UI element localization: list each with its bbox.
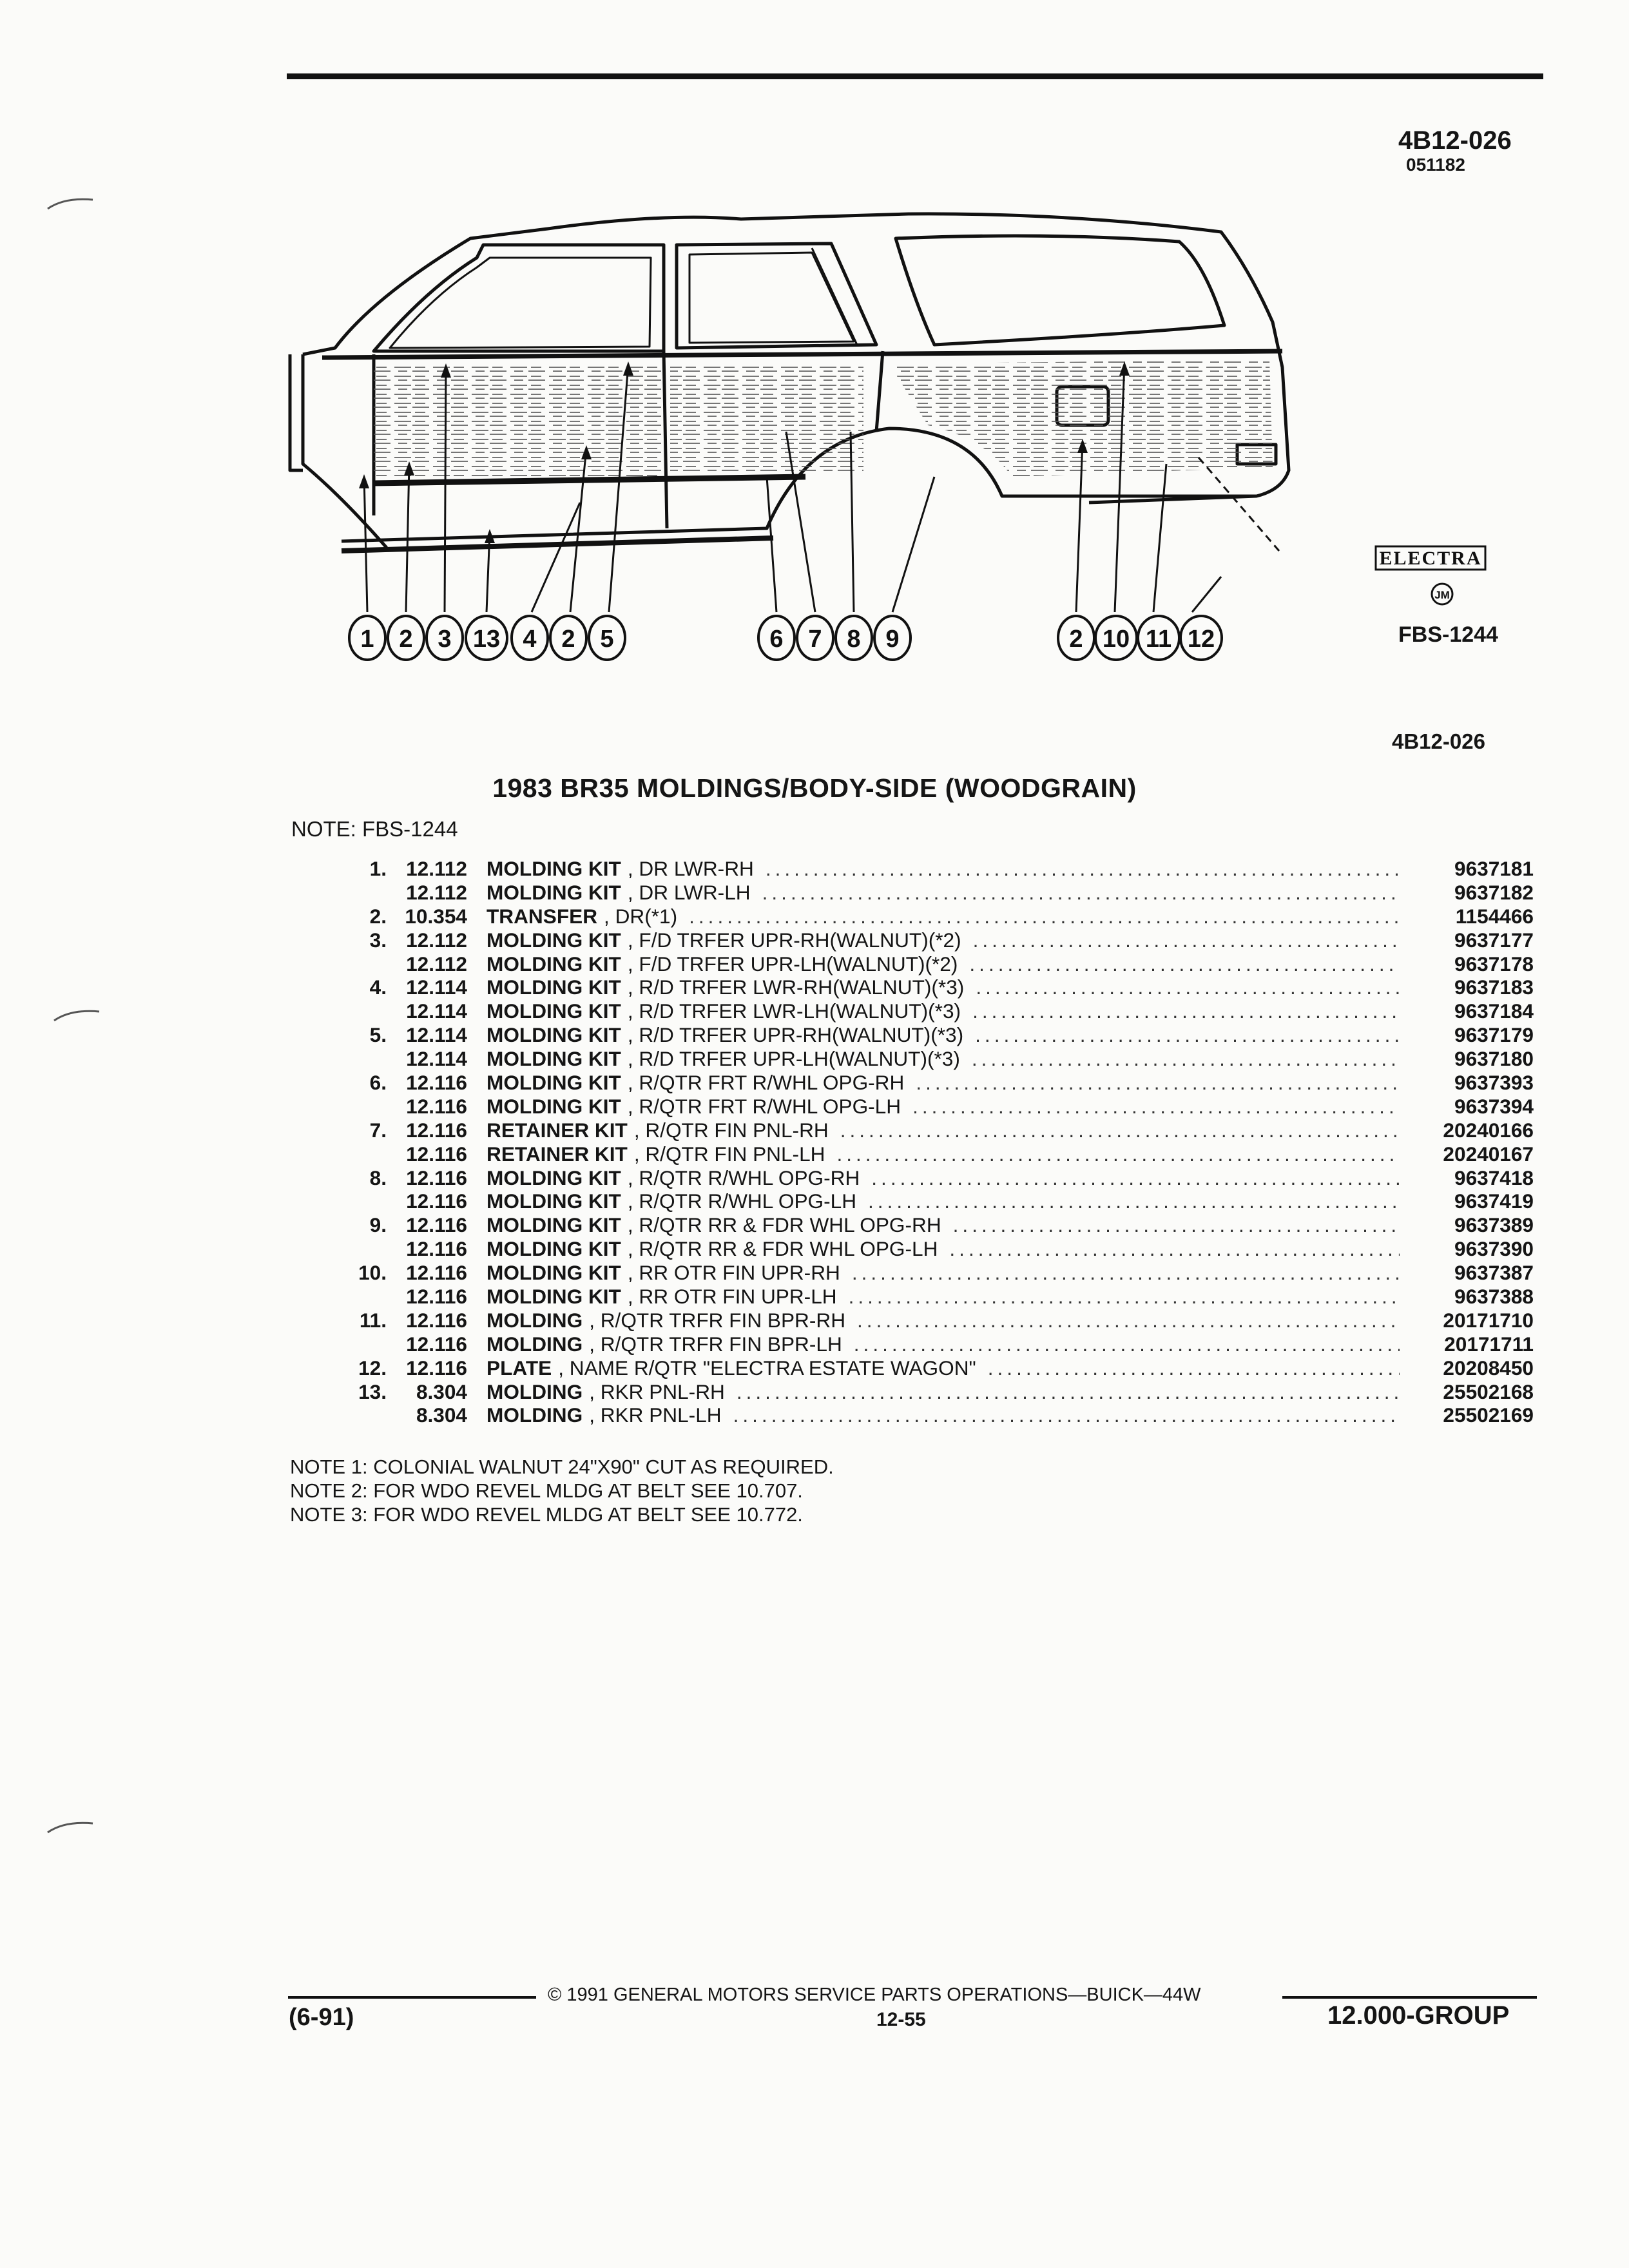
group-number: 12.116 — [406, 1142, 467, 1166]
callout-label: 7 — [808, 626, 822, 653]
note-line: NOTE 2: FOR WDO REVEL MLDG AT BELT SEE 10.707. — [290, 1479, 803, 1502]
part-description: , R/QTR R/WHL OPG-RH — [627, 1166, 860, 1189]
item-number: 13. — [358, 1379, 387, 1403]
part-row — [348, 1380, 1534, 1404]
part-number: 9637177 — [1454, 928, 1534, 952]
parts-list — [348, 857, 1534, 1427]
part-name: MOLDING KIT — [487, 1023, 621, 1047]
group-number: 12.116 — [406, 1285, 467, 1309]
dot-leader — [840, 1119, 1400, 1142]
part-name: RETAINER KIT — [487, 1142, 628, 1166]
dot-leader — [973, 928, 1400, 952]
part-row — [348, 1213, 1534, 1237]
part-row — [348, 1142, 1534, 1166]
part-name: RETAINER KIT — [487, 1118, 628, 1142]
part-row — [348, 857, 1534, 881]
part-name: MOLDING KIT — [487, 975, 621, 999]
part-description: , RR OTR FIN UPR-LH — [627, 1285, 837, 1309]
dot-leader — [762, 881, 1400, 905]
callout-label: 12 — [1187, 626, 1215, 653]
group-number: 10.354 — [405, 904, 467, 928]
part-description: , R/QTR TRFR FIN BPR-RH — [589, 1308, 846, 1332]
part-number: 20208450 — [1443, 1356, 1534, 1379]
part-row — [348, 1356, 1534, 1380]
item-number: 10. — [358, 1261, 387, 1285]
part-description: , R/D TRFER UPR-LH(WALNUT)(*3) — [627, 1047, 960, 1071]
footer-rule — [288, 1996, 536, 1999]
group-number: 12.114 — [406, 975, 467, 999]
part-number: 20240167 — [1443, 1142, 1534, 1166]
group-number: 8.304 — [416, 1403, 467, 1427]
section-code: 4B12-026 — [1392, 729, 1485, 753]
group-number: 12.116 — [406, 1308, 467, 1332]
part-row — [348, 999, 1534, 1023]
part-name: MOLDING KIT — [487, 952, 621, 975]
group-number: 12.112 — [406, 857, 467, 880]
part-description: , F/D TRFER UPR-RH(WALNUT)(*2) — [627, 928, 961, 952]
item-number: 9. — [369, 1213, 387, 1237]
top-rule — [287, 73, 1543, 79]
dot-leader — [988, 1356, 1400, 1380]
part-row — [348, 1047, 1534, 1071]
dot-leader — [737, 1380, 1400, 1404]
part-number: 9637419 — [1454, 1189, 1534, 1213]
dot-leader — [916, 1071, 1400, 1095]
copyright: © 1991 GENERAL MOTORS SERVICE PARTS OPERATIONS—BUICK—44W — [548, 1984, 1201, 2005]
part-name: MOLDING KIT — [487, 880, 621, 904]
part-row — [348, 1023, 1534, 1047]
part-row — [348, 1237, 1534, 1261]
figure-reference: FBS-1244 — [1398, 622, 1498, 647]
part-number: 9637180 — [1454, 1047, 1534, 1071]
callout-label: 2 — [399, 626, 413, 653]
dot-leader — [972, 1047, 1400, 1071]
part-number: 9637387 — [1454, 1261, 1534, 1285]
part-number: 20171711 — [1444, 1332, 1534, 1356]
callout-label: 5 — [600, 626, 614, 653]
dot-leader — [836, 1142, 1400, 1166]
part-description: , RKR PNL-LH — [589, 1403, 722, 1427]
dot-leader — [976, 975, 1400, 999]
part-number: 9637390 — [1454, 1237, 1534, 1261]
group-number: 12.112 — [406, 928, 467, 952]
group-number: 12.116 — [406, 1071, 467, 1095]
part-number: 9637388 — [1454, 1285, 1534, 1309]
group-number: 12.112 — [406, 880, 467, 904]
dot-leader — [912, 1095, 1400, 1119]
part-name: MOLDING KIT — [487, 1285, 621, 1309]
item-number: 11. — [359, 1308, 387, 1332]
part-description: , R/D TRFER UPR-RH(WALNUT)(*3) — [627, 1023, 964, 1047]
note-line: NOTE 1: COLONIAL WALNUT 24"X90" CUT AS REQUIRED. — [290, 1456, 834, 1478]
part-row — [348, 1261, 1534, 1285]
dot-leader — [852, 1261, 1400, 1285]
part-number: 9637393 — [1454, 1071, 1534, 1095]
part-row — [348, 975, 1534, 999]
part-number: 9637418 — [1454, 1166, 1534, 1189]
part-row — [348, 1309, 1534, 1332]
part-name: TRANSFER — [487, 904, 598, 928]
item-number: 3. — [369, 928, 387, 952]
part-description: , DR LWR-LH — [627, 880, 751, 904]
dot-leader — [972, 999, 1400, 1023]
part-description: , R/QTR FRT R/WHL OPG-LH — [627, 1094, 901, 1118]
revision-date: (6-91) — [289, 2004, 354, 2031]
wagon-illustration — [277, 193, 1527, 696]
part-number: 9637389 — [1454, 1213, 1534, 1237]
group-number: 12.116 — [406, 1356, 467, 1379]
item-number: 1. — [369, 857, 387, 880]
part-number: 9637179 — [1454, 1023, 1534, 1047]
group-number: 12.116 — [406, 1213, 467, 1237]
item-number: 7. — [369, 1118, 387, 1142]
page-number: 12-55 — [876, 2009, 926, 2030]
dot-leader — [689, 905, 1400, 928]
group-number: 12.116 — [406, 1094, 467, 1118]
badge-mark: JM — [1434, 589, 1450, 601]
callout-label: 3 — [438, 626, 452, 653]
part-number: 1154466 — [1455, 904, 1534, 928]
part-number: 9637182 — [1454, 880, 1534, 904]
part-name: MOLDING KIT — [487, 999, 621, 1023]
callout-label: 8 — [847, 626, 861, 653]
dot-leader — [953, 1213, 1400, 1237]
part-description: , DR(*1) — [604, 904, 678, 928]
notes-block — [290, 1455, 834, 1526]
part-name: MOLDING KIT — [487, 1071, 621, 1095]
item-number: 8. — [369, 1166, 387, 1189]
group-number: 12.116 — [406, 1237, 467, 1261]
part-number: 9637178 — [1454, 952, 1534, 975]
dot-leader — [871, 1166, 1400, 1190]
callout-label: 11 — [1145, 626, 1172, 653]
part-name: MOLDING KIT — [487, 1189, 621, 1213]
dot-leader — [849, 1285, 1400, 1309]
group-number: 12.116 — [406, 1261, 467, 1285]
callout-label: 2 — [1069, 626, 1083, 653]
part-name: MOLDING KIT — [487, 1237, 621, 1261]
part-description: , R/QTR FRT R/WHL OPG-RH — [627, 1071, 905, 1095]
item-number: 5. — [369, 1023, 387, 1047]
callout-label: 10 — [1102, 626, 1130, 653]
part-name: MOLDING KIT — [487, 1213, 621, 1237]
part-number: 25502169 — [1443, 1403, 1534, 1427]
group-label: 12.000-GROUP — [1327, 2001, 1510, 2030]
part-description: , R/QTR TRFR FIN BPR-LH — [589, 1332, 842, 1356]
part-name: MOLDING KIT — [487, 1047, 621, 1071]
part-row — [348, 1189, 1534, 1213]
dot-leader — [969, 952, 1400, 976]
callout-label: 13 — [472, 626, 501, 653]
part-name: MOLDING — [487, 1379, 583, 1403]
group-number: 12.116 — [406, 1166, 467, 1189]
part-row — [348, 1166, 1534, 1190]
group-number: 12.112 — [406, 952, 467, 975]
note-reference: NOTE: FBS-1244 — [291, 817, 458, 841]
group-number: 12.114 — [406, 1023, 467, 1047]
note-line: NOTE 3: FOR WDO REVEL MLDG AT BELT SEE 10.772. — [290, 1503, 803, 1526]
dot-leader — [733, 1403, 1400, 1427]
part-row — [348, 1119, 1534, 1142]
margin-mark — [52, 1005, 103, 1024]
item-number: 6. — [369, 1071, 387, 1095]
part-row — [348, 905, 1534, 928]
part-row — [348, 928, 1534, 952]
part-description: , F/D TRFER UPR-LH(WALNUT)(*2) — [627, 952, 958, 975]
part-name: MOLDING KIT — [487, 1094, 621, 1118]
part-description: , DR LWR-RH — [627, 857, 754, 880]
part-row — [348, 1403, 1534, 1427]
part-number: 9637181 — [1454, 857, 1534, 880]
margin-mark — [45, 193, 97, 213]
item-number: 4. — [369, 975, 387, 999]
part-name: MOLDING KIT — [487, 1166, 621, 1189]
part-description: , R/QTR R/WHL OPG-LH — [627, 1189, 857, 1213]
electra-badge: ELECTRA — [1379, 548, 1482, 569]
part-description: , R/QTR FIN PNL-RH — [633, 1118, 829, 1142]
margin-mark — [45, 1817, 97, 1836]
callout-label: 1 — [360, 626, 374, 653]
part-row — [348, 1285, 1534, 1309]
part-row — [348, 952, 1534, 976]
part-name: PLATE — [487, 1356, 552, 1379]
group-number: 12.116 — [406, 1189, 467, 1213]
part-row — [348, 1095, 1534, 1119]
section-title: 1983 BR35 MOLDINGS/BODY-SIDE (WOODGRAIN) — [492, 773, 1137, 803]
part-number: 25502168 — [1443, 1379, 1534, 1403]
part-name: MOLDING — [487, 1403, 583, 1427]
part-description: , R/QTR RR & FDR WHL OPG-RH — [627, 1213, 941, 1237]
callout-label: 2 — [561, 626, 575, 653]
group-number: 8.304 — [416, 1379, 467, 1403]
dot-leader — [857, 1309, 1400, 1332]
group-number: 12.114 — [406, 1047, 467, 1071]
part-number: 9637394 — [1454, 1094, 1534, 1118]
footer-rule — [1282, 1996, 1537, 1999]
item-number: 2. — [369, 904, 387, 928]
part-description: , NAME R/QTR "ELECTRA ESTATE WAGON" — [558, 1356, 976, 1379]
doc-subcode: 051182 — [1406, 155, 1465, 175]
part-description: , RR OTR FIN UPR-RH — [627, 1261, 840, 1285]
part-description: , R/D TRFER LWR-RH(WALNUT)(*3) — [627, 975, 965, 999]
callout-label: 4 — [523, 626, 537, 653]
part-row — [348, 881, 1534, 905]
dot-leader — [868, 1189, 1400, 1213]
part-row — [348, 1071, 1534, 1095]
part-name: MOLDING KIT — [487, 1261, 621, 1285]
dot-leader — [854, 1332, 1400, 1356]
dot-leader — [949, 1237, 1400, 1261]
part-row — [348, 1332, 1534, 1356]
part-number: 9637184 — [1454, 999, 1534, 1023]
part-number: 20171710 — [1443, 1308, 1534, 1332]
part-description: , R/QTR RR & FDR WHL OPG-LH — [627, 1237, 938, 1261]
part-name: MOLDING KIT — [487, 857, 621, 880]
part-name: MOLDING — [487, 1332, 583, 1356]
part-description: , R/QTR FIN PNL-LH — [633, 1142, 825, 1166]
callout-label: 6 — [769, 626, 784, 653]
group-number: 12.116 — [406, 1118, 467, 1142]
item-number: 12. — [358, 1356, 387, 1379]
part-number: 9637183 — [1454, 975, 1534, 999]
dot-leader — [975, 1023, 1400, 1047]
callout-label: 9 — [885, 626, 900, 653]
group-number: 12.116 — [406, 1332, 467, 1356]
part-description: , RKR PNL-RH — [589, 1379, 725, 1403]
part-name: MOLDING KIT — [487, 928, 621, 952]
part-number: 20240166 — [1443, 1118, 1534, 1142]
dot-leader — [766, 857, 1400, 881]
part-description: , R/D TRFER LWR-LH(WALNUT)(*3) — [627, 999, 961, 1023]
part-name: MOLDING — [487, 1308, 583, 1332]
doc-code: 4B12-026 — [1398, 126, 1512, 155]
group-number: 12.114 — [406, 999, 467, 1023]
